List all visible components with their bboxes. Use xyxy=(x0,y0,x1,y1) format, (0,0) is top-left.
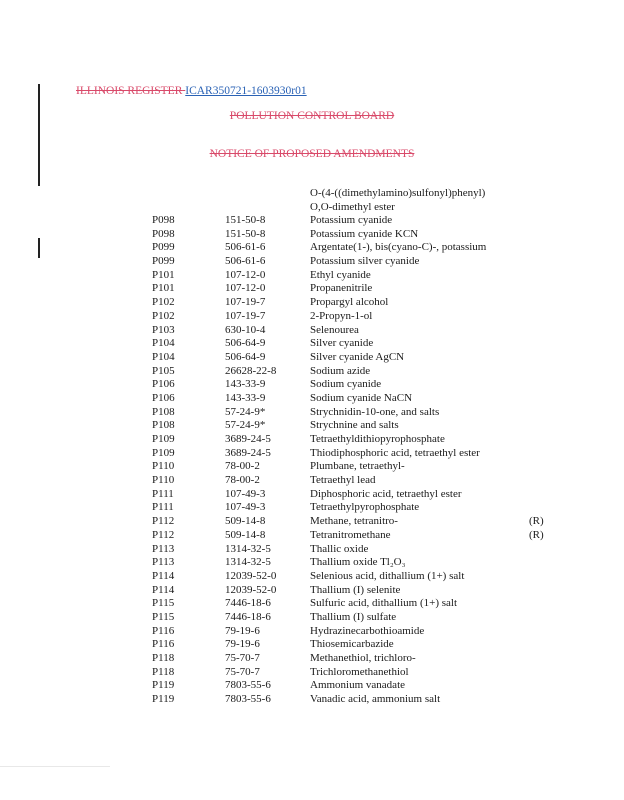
substance-name: Trichloromethanethiol xyxy=(310,665,409,678)
waste-code: P105 xyxy=(152,364,175,377)
table-row xyxy=(0,584,624,598)
substance-name: Sodium cyanide NaCN xyxy=(310,391,413,404)
substance-name: Sodium azide xyxy=(310,364,371,377)
table-row xyxy=(0,474,624,488)
cas-number: 506-61-6 xyxy=(225,241,266,254)
cas-number: 151-50-8 xyxy=(225,214,266,226)
waste-code: P109 xyxy=(152,446,175,459)
hazardous-waste-table xyxy=(0,214,624,707)
cas-number: 143-33-9 xyxy=(225,378,266,391)
substance-name: Ammonium vanadate xyxy=(310,679,406,692)
cas-number: 143-33-9 xyxy=(225,391,266,404)
substance-name: Potassium cyanide KCN xyxy=(310,227,419,240)
substance-name: Tetraethyl lead xyxy=(310,474,376,487)
cas-number: 57-24-9* xyxy=(225,405,266,418)
cas-number: 107-49-3 xyxy=(225,501,266,514)
substance-name: Thiosemicarbazide xyxy=(310,638,394,651)
cas-number: 75-70-7 xyxy=(225,652,260,664)
register-header xyxy=(76,85,307,97)
table-row xyxy=(0,529,624,543)
table-row xyxy=(0,488,624,502)
register-title: ILLINOIS REGISTER xyxy=(76,85,183,97)
doc-ref-link[interactable]: ICAR350721-1603930r01 xyxy=(185,85,307,97)
hazard-flag: (R) xyxy=(529,515,544,528)
substance-name: Propanenitrile xyxy=(310,282,373,295)
notice-title: NOTICE OF PROPOSED AMENDMENTS xyxy=(209,148,415,160)
waste-code: P113 xyxy=(152,542,175,555)
cas-number: 3689-24-5 xyxy=(225,433,271,445)
substance-name: Potassium cyanide xyxy=(310,214,393,226)
substance-name: Plumbane, tetraethyl- xyxy=(310,460,405,473)
cas-number: 509-14-8 xyxy=(225,528,266,541)
scan-artifact xyxy=(0,766,110,767)
table-row xyxy=(0,255,624,269)
waste-code: P115 xyxy=(152,610,175,623)
table-row xyxy=(0,324,624,338)
cas-number: 1314-32-5 xyxy=(225,542,271,555)
waste-code: P103 xyxy=(152,323,175,336)
cas-number: 12039-52-0 xyxy=(225,569,277,582)
table-row xyxy=(0,638,624,652)
waste-code: P108 xyxy=(152,419,175,432)
waste-code: P099 xyxy=(152,241,175,254)
substance-name: Selenious acid, dithallium (1+) salt xyxy=(310,569,465,582)
table-row xyxy=(0,460,624,474)
substance-name: Potassium silver cyanide xyxy=(310,255,420,268)
table-row xyxy=(0,378,624,392)
table-row xyxy=(0,501,624,515)
table-row xyxy=(0,310,624,324)
cas-number: 26628-22-8 xyxy=(225,364,277,377)
substance-name: Tetraethylpyrophosphate xyxy=(310,501,420,514)
waste-code: P109 xyxy=(152,433,175,445)
waste-code: P101 xyxy=(152,268,175,281)
continued-line: O,O-dimethyl ester xyxy=(310,201,395,213)
substance-name: Tetranitromethane xyxy=(310,528,391,541)
table-row xyxy=(0,269,624,283)
cas-number: 7803-55-6 xyxy=(225,693,271,706)
table-row xyxy=(0,228,624,242)
cas-number: 7803-55-6 xyxy=(225,679,271,692)
waste-code: P102 xyxy=(152,309,175,322)
table-row xyxy=(0,625,624,639)
hazard-flag: (R) xyxy=(529,528,544,541)
table-row xyxy=(0,392,624,406)
cas-number: 630-10-4 xyxy=(225,323,266,336)
cas-number: 107-19-7 xyxy=(225,309,266,322)
substance-name: Methanethiol, trichloro- xyxy=(310,652,416,664)
cas-number: 79-19-6 xyxy=(225,624,260,637)
waste-code: P115 xyxy=(152,597,175,610)
substance-name: Tetraethyldithiopyrophosphate xyxy=(310,433,445,445)
cas-number: 78-00-2 xyxy=(225,474,260,487)
cas-number: 107-12-0 xyxy=(225,268,266,281)
substance-name: Strychnine and salts xyxy=(310,419,399,432)
table-row xyxy=(0,447,624,461)
substance-name: Selenourea xyxy=(310,323,359,336)
table-row xyxy=(0,282,624,296)
table-row xyxy=(0,241,624,255)
waste-code: P111 xyxy=(152,487,174,500)
substance-name: Thallium (I) selenite xyxy=(310,583,401,596)
cas-number: 506-64-9 xyxy=(225,337,266,350)
cas-number: 151-50-8 xyxy=(225,227,266,240)
table-row xyxy=(0,543,624,557)
substance-name: Sodium cyanide xyxy=(310,378,382,391)
cas-number: 107-19-7 xyxy=(225,296,266,309)
table-row xyxy=(0,433,624,447)
substance-name: Argentate(1-), bis(cyano-C)-, potassium xyxy=(310,241,487,254)
substance-name: Thallium oxide Tl₂O₃ xyxy=(310,556,406,569)
cas-number: 3689-24-5 xyxy=(225,446,271,459)
waste-code: P112 xyxy=(152,515,175,528)
cas-number: 506-61-6 xyxy=(225,255,266,268)
substance-name: 2-Propyn-1-ol xyxy=(310,309,373,322)
table-row xyxy=(0,556,624,570)
substance-name: Ethyl cyanide xyxy=(310,268,371,281)
table-row xyxy=(0,515,624,529)
revision-bar xyxy=(38,84,40,186)
waste-code: P108 xyxy=(152,405,175,418)
waste-code: P102 xyxy=(152,296,175,309)
waste-code: P106 xyxy=(152,391,175,404)
table-row xyxy=(0,693,624,707)
waste-code: P112 xyxy=(152,528,175,541)
table-row xyxy=(0,365,624,379)
table-row xyxy=(0,419,624,433)
cas-number: 107-12-0 xyxy=(225,282,266,295)
waste-code: P116 xyxy=(152,638,175,651)
waste-code: P119 xyxy=(152,679,175,692)
waste-code: P101 xyxy=(152,282,175,295)
substance-name: Strychnidin-10-one, and salts xyxy=(310,405,440,418)
cas-number: 107-49-3 xyxy=(225,487,266,500)
table-row xyxy=(0,679,624,693)
cas-number: 1314-32-5 xyxy=(225,556,271,569)
waste-code: P110 xyxy=(152,460,175,473)
table-row xyxy=(0,214,624,228)
table-row xyxy=(0,652,624,666)
board-title: POLLUTION CONTROL BOARD xyxy=(229,110,395,122)
cas-number: 509-14-8 xyxy=(225,515,266,528)
waste-code: P118 xyxy=(152,665,175,678)
substance-name: Thiodiphosphoric acid, tetraethyl ester xyxy=(310,446,480,459)
cas-number: 57-24-9* xyxy=(225,419,266,432)
cas-number: 75-70-7 xyxy=(225,665,260,678)
table-row xyxy=(0,351,624,365)
substance-name: Thallic oxide xyxy=(310,542,369,555)
table-row xyxy=(0,611,624,625)
substance-name: Propargyl alcohol xyxy=(310,296,389,309)
continued-line: O-(4-((dimethylamino)sulfonyl)phenyl) xyxy=(310,187,486,199)
substance-name: Diphosphoric acid, tetraethyl ester xyxy=(310,487,462,500)
waste-code: P111 xyxy=(152,501,174,514)
waste-code: P113 xyxy=(152,556,175,569)
substance-name: Vanadic acid, ammonium salt xyxy=(310,693,441,706)
table-row xyxy=(0,597,624,611)
waste-code: P098 xyxy=(152,227,175,240)
cas-number: 7446-18-6 xyxy=(225,610,271,623)
cas-number: 12039-52-0 xyxy=(225,583,277,596)
waste-code: P118 xyxy=(152,652,175,664)
waste-code: P116 xyxy=(152,624,175,637)
substance-name: Hydrazinecarbothioamide xyxy=(310,624,425,637)
table-row xyxy=(0,666,624,680)
waste-code: P110 xyxy=(152,474,175,487)
cas-number: 7446-18-6 xyxy=(225,597,271,610)
waste-code: P099 xyxy=(152,255,175,268)
substance-name: Methane, tetranitro- xyxy=(310,515,398,528)
substance-name: Sulfuric acid, dithallium (1+) salt xyxy=(310,597,458,610)
cas-number: 79-19-6 xyxy=(225,638,260,651)
waste-code: P104 xyxy=(152,337,175,350)
waste-code: P106 xyxy=(152,378,175,391)
table-row xyxy=(0,406,624,420)
table-row xyxy=(0,296,624,310)
table-row xyxy=(0,337,624,351)
substance-name: Silver cyanide xyxy=(310,337,374,350)
substance-name: Thallium (I) sulfate xyxy=(310,610,397,623)
substance-name: Silver cyanide AgCN xyxy=(310,350,405,363)
waste-code: P114 xyxy=(152,569,175,582)
table-row xyxy=(0,570,624,584)
waste-code: P119 xyxy=(152,693,175,706)
waste-code: P104 xyxy=(152,350,175,363)
cas-number: 506-64-9 xyxy=(225,350,266,363)
waste-code: P114 xyxy=(152,583,175,596)
waste-code: P098 xyxy=(152,214,175,226)
cas-number: 78-00-2 xyxy=(225,460,260,473)
